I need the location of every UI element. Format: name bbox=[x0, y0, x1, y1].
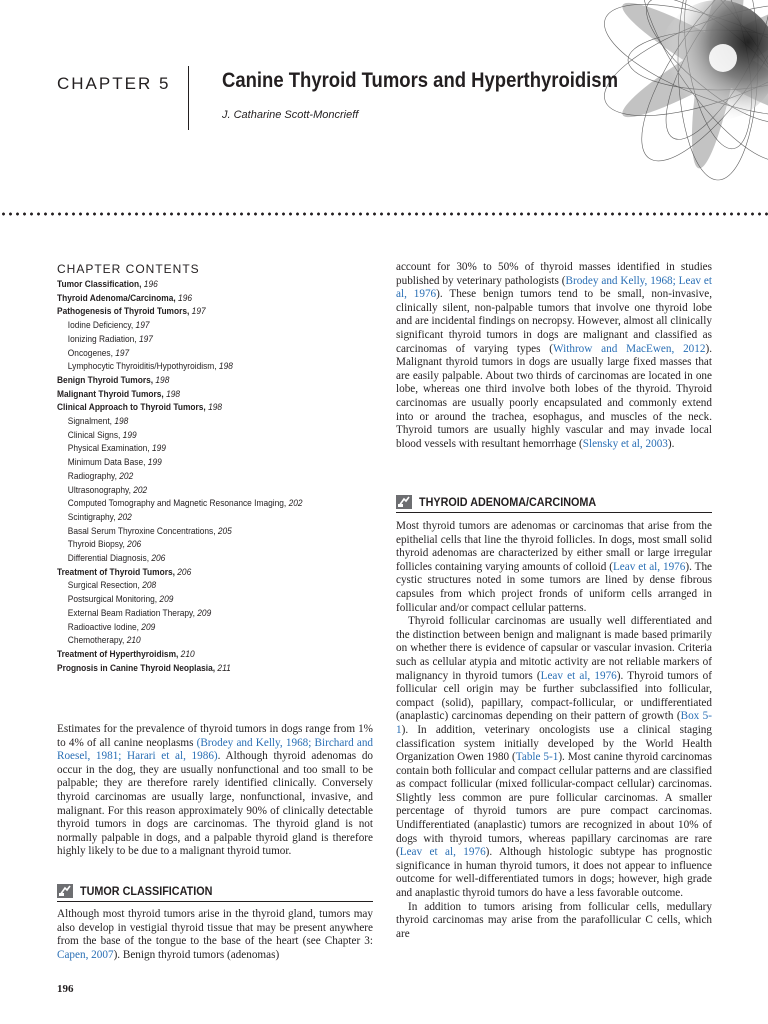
contents-item[interactable] bbox=[57, 566, 345, 580]
body-text: ). Thyroid tumors of follicular cell origin may be further subclassified into follicular, compact (solid), papillary, compact-follicular, or undifferentiated (anaplastic) carcinomas depending on their pattern of growth ( bbox=[396, 669, 712, 723]
contents-item-title: Computed Tomography and Magnetic Resonance Imaging, bbox=[67, 498, 289, 509]
citation-link[interactable]: Leav et al, 1976 bbox=[399, 846, 486, 859]
contents-item-page: 198 bbox=[114, 416, 129, 427]
contents-item-page: 199 bbox=[151, 443, 166, 454]
book-pointer-icon bbox=[396, 495, 412, 509]
contents-item-page: 206 bbox=[151, 553, 166, 564]
contents-item[interactable] bbox=[57, 621, 345, 635]
dotted-separator bbox=[0, 210, 768, 218]
body-text: Although most thyroid tumors arise in the thyroid gland, tumors may also develop in vestigial thyroid tissue that may be present anywhere from the base of the tongue to the base of the heart (see Chapter 3: bbox=[57, 908, 373, 948]
contents-item[interactable] bbox=[57, 305, 345, 319]
book-pointer-icon bbox=[57, 884, 73, 898]
contents-item-title: Surgical Resection, bbox=[67, 580, 143, 591]
citation-link[interactable]: Box 5-1 bbox=[396, 710, 713, 736]
body-text: ). In addition, veterinary oncologists use a clinical staging classification system initially developed by the World Health Organization Owen 1980 ( bbox=[396, 723, 712, 764]
contents-item[interactable] bbox=[57, 470, 345, 484]
contents-item[interactable] bbox=[57, 415, 345, 429]
contents-item[interactable] bbox=[57, 388, 345, 402]
contents-item-title: Radiography, bbox=[67, 470, 120, 481]
body-text: ). Benign thyroid tumors (adenomas) bbox=[113, 948, 280, 961]
contents-item-title: Minimum Data Base, bbox=[67, 457, 148, 468]
contents-item-page: 208 bbox=[142, 580, 157, 591]
contents-item-title: Thyroid Biopsy, bbox=[67, 539, 128, 550]
page-number: 196 bbox=[57, 983, 74, 995]
body-text: ). Although histologic subtype has prognostic significance in human thyroid tumors, it does not appear to influence outcome for well-differentiated tumors in dogs; however, high grade and anaplastic thyroid tumors do have a less favorable outcome. bbox=[396, 846, 712, 900]
contents-item[interactable] bbox=[57, 662, 345, 676]
contents-item-page: 198 bbox=[208, 402, 223, 413]
section-heading-label: TUMOR CLASSIFICATION bbox=[80, 884, 213, 898]
citation-link[interactable]: Slensky et al, 2003 bbox=[582, 437, 668, 450]
contents-item-title: External Beam Radiation Therapy, bbox=[67, 607, 198, 618]
contents-item-page: 196 bbox=[178, 292, 192, 303]
contents-item[interactable] bbox=[57, 429, 345, 443]
contents-item-title: Ionizing Radiation, bbox=[67, 333, 139, 344]
contents-item-title: Treatment of Thyroid Tumors, bbox=[57, 566, 178, 577]
citation-link[interactable]: Leav et al, 1976 bbox=[612, 560, 686, 573]
contents-item-page: 210 bbox=[126, 635, 141, 646]
intro-text: Estimates for the prevalence of thyroid tumors in dogs range from 1% to 4% of all canine neoplasms bbox=[57, 723, 373, 749]
contents-item-title: Benign Thyroid Tumors, bbox=[57, 374, 156, 385]
contents-item-title: Postsurgical Monitoring, bbox=[67, 594, 160, 605]
contents-item-page: 199 bbox=[147, 457, 162, 468]
citation-link[interactable]: Withrow and MacEwen, 2012 bbox=[553, 342, 706, 355]
body-text: ). These benign tumors tend to be small, non-invasive, clinically silent, non-palpable tumors that involve one thyroid lobe and are incidental findings on necropsy. However, almost all clinically significant thyroid tumors in dogs are malignant and classified as carcinomas of varying types ( bbox=[396, 288, 712, 355]
section-heading-label: THYROID ADENOMA/CARCINOMA bbox=[419, 495, 597, 509]
contents-list bbox=[57, 278, 377, 675]
citation-link[interactable]: Brodey and Kelly, 1968; Leav et al, 1976 bbox=[396, 274, 712, 301]
contents-item[interactable] bbox=[57, 374, 345, 388]
contents-item[interactable] bbox=[57, 456, 345, 470]
contents-item-page: 202 bbox=[119, 470, 134, 481]
contents-item[interactable] bbox=[57, 634, 345, 648]
contents-item[interactable] bbox=[57, 538, 345, 552]
right-column-continuation bbox=[396, 261, 712, 451]
contents-item-title: Clinical Approach to Thyroid Tumors, bbox=[57, 402, 209, 413]
contents-item-title: Pathogenesis of Thyroid Tumors, bbox=[57, 306, 192, 317]
contents-item-title: Ultrasonography, bbox=[67, 484, 134, 495]
contents-item[interactable] bbox=[57, 552, 345, 566]
contents-item-title: Radioactive Iodine, bbox=[67, 621, 142, 632]
contents-item-page: 210 bbox=[180, 648, 195, 659]
citation-link[interactable]: Capen, 2007 bbox=[57, 948, 114, 961]
body-text: ). Malignant thyroid tumors in dogs are usually large fixed masses that are easily palpable. About two thirds of carcinomas are located in one lobe, whereas one third involve both lobes of the thyroid. Thyroid carcinomas are usually poorly encapsulated and commonly extend into or around the trachea, esophagus, and muscles of the neck. Thyroid tumors are usually highly vascular and may invade local blood vessels with resultant hemorrhage ( bbox=[396, 342, 712, 450]
contents-item[interactable] bbox=[57, 292, 345, 306]
contents-item[interactable] bbox=[57, 484, 345, 498]
contents-item-page: 202 bbox=[288, 498, 303, 509]
chapter-title: Canine Thyroid Tumors and Hyperthyroidism bbox=[222, 69, 619, 92]
body-text: ). bbox=[667, 437, 675, 450]
contents-item[interactable] bbox=[57, 525, 345, 539]
contents-item-page: 198 bbox=[166, 388, 181, 399]
contents-item[interactable] bbox=[57, 333, 345, 347]
contents-item-page: 211 bbox=[217, 662, 231, 673]
contents-item[interactable] bbox=[57, 648, 345, 662]
citation-link[interactable]: Table 5-1 bbox=[515, 751, 559, 764]
contents-item-title: Lymphocytic Thyroiditis/Hypothyroidism, bbox=[67, 361, 219, 372]
contents-item-title: Malignant Thyroid Tumors, bbox=[57, 388, 167, 399]
citation-link[interactable]: (Brodey and Kelly, 1968; Birchard and Roesel, 1981; Harari et al, 1986) bbox=[57, 736, 374, 763]
contents-item-page: 209 bbox=[141, 621, 156, 632]
contents-item-title: Prognosis in Canine Thyroid Neoplasia, bbox=[57, 662, 218, 673]
contents-item-page: 206 bbox=[177, 566, 192, 577]
contents-item[interactable] bbox=[57, 401, 345, 415]
contents-item[interactable] bbox=[57, 607, 345, 621]
body-text: ). Most canine thyroid carcinomas contain both follicular and compact cellular patterns and are classified as compact follicular (mixed follicular-compact cellular) carcinomas. Slightly less common are pure follicular carcinomas. A smaller percentage of thyroid tumors are pure compact carcinomas. Undifferentiated (anaplastic) tumors are recognized in about 10% of dogs with thyroid tumors, whereas papillary carcinomas are rare ( bbox=[396, 751, 712, 859]
contents-item-page: 202 bbox=[133, 484, 148, 495]
contents-item[interactable] bbox=[57, 319, 345, 333]
chapter-label: CHAPTER 5 bbox=[57, 74, 171, 93]
contents-item[interactable] bbox=[57, 579, 345, 593]
header-divider bbox=[188, 66, 189, 130]
contents-item-page: 205 bbox=[217, 525, 232, 536]
contents-item-page: 197 bbox=[115, 347, 130, 358]
section-heading-tumor-classification bbox=[57, 884, 373, 902]
contents-item-title: Clinical Signs, bbox=[67, 429, 123, 440]
intro-paragraph bbox=[57, 723, 373, 859]
decorative-swirl-graphic bbox=[468, 0, 768, 230]
body-text: In addition to tumors arising from follicular cells, medullary thyroid carcinomas may arise from the parafollicular C cells, which are bbox=[396, 900, 712, 940]
citation-link[interactable]: Leav et al, 1976 bbox=[540, 669, 617, 682]
author-name: J. Catharine Scott-Moncrieff bbox=[222, 109, 359, 121]
contents-item[interactable] bbox=[57, 593, 345, 607]
contents-item[interactable] bbox=[57, 511, 345, 525]
contents-item[interactable] bbox=[57, 360, 345, 374]
contents-item[interactable] bbox=[57, 497, 345, 511]
contents-item-title: Scintigraphy, bbox=[67, 511, 118, 522]
body-text: Thyroid follicular carcinomas are usually well differentiated and the distinction between benign and malignant is made based primarily on whether there is evidence of capsular or vascular invasion. Criteria such as cellular atypia and mitotic activity are not reliable markers of malignancy in thyroid tumors ( bbox=[396, 615, 712, 682]
contents-item-page: 202 bbox=[117, 511, 132, 522]
contents-item-page: 206 bbox=[127, 539, 142, 550]
contents-item-page: 196 bbox=[143, 279, 158, 289]
contents-item-page: 197 bbox=[138, 333, 153, 344]
body-text: Most thyroid tumors are adenomas or carcinomas that arise from the epithelial cells that line the thyroid follicles. In dogs, most small solid thyroid adenomas are characterized by either small or large irregular follicles containing varying amounts of colloid ( bbox=[396, 520, 712, 573]
contents-item-page: 198 bbox=[155, 374, 170, 385]
contents-item-page: 197 bbox=[191, 306, 206, 317]
contents-item-title: Signalment, bbox=[67, 416, 115, 427]
contents-item-page: 199 bbox=[122, 429, 137, 440]
contents-item-title: Thyroid Adenoma/Carcinoma, bbox=[57, 292, 179, 303]
contents-item-title: Treatment of Hyperthyroidism, bbox=[57, 648, 181, 659]
contents-item-page: 209 bbox=[159, 594, 174, 605]
contents-item-title: Basal Serum Thyroxine Concentrations, bbox=[67, 525, 218, 536]
contents-item[interactable] bbox=[57, 442, 345, 456]
contents-item-title: Physical Examination, bbox=[67, 443, 152, 454]
body-text: account for 30% to 50% of thyroid masses identified in studies published by veterinary pathologists ( bbox=[396, 261, 712, 287]
contents-item-title: Chemotherapy, bbox=[67, 635, 127, 646]
tumor-classification-paragraph bbox=[57, 908, 373, 962]
section-heading-thyroid-adenoma bbox=[396, 495, 712, 513]
contents-item[interactable] bbox=[57, 347, 345, 361]
contents-item-page: 209 bbox=[197, 607, 212, 618]
body-text: ). The cystic structures noted in some tumors are lined by dense fibrous capsules from which project fronds of uniform cells arranged in follicular and/or compact cellular patterns. bbox=[396, 560, 713, 614]
contents-item[interactable] bbox=[57, 278, 345, 292]
contents-item-title: Tumor Classification, bbox=[57, 279, 144, 289]
thyroid-adenoma-body bbox=[396, 520, 712, 941]
contents-item-title: Differential Diagnosis, bbox=[67, 553, 152, 564]
contents-item-page: 197 bbox=[135, 320, 150, 331]
contents-item-title: Oncogenes, bbox=[67, 347, 116, 358]
contents-item-page: 198 bbox=[218, 361, 233, 372]
contents-heading: CHAPTER CONTENTS bbox=[57, 262, 200, 276]
intro-text: . Although thyroid adenomas do occur in the dog, they are usually nonfunctional and too small to be palpable; they are therefore rarely identified clinically. Conversely thyroid carcinomas are usually large, nonfunctional, invasive, and malignant. For this reason approximately 90% of clinically detectable thyroid tumors in dogs are carcinomas. The thyroid gland is not normally palpable in dogs, and a palpable thyroid gland is therefore highly likely to be due to a malignant thyroid tumor. bbox=[57, 750, 374, 858]
contents-item-title: Iodine Deficiency, bbox=[67, 320, 136, 331]
chapter-contents bbox=[57, 262, 377, 675]
